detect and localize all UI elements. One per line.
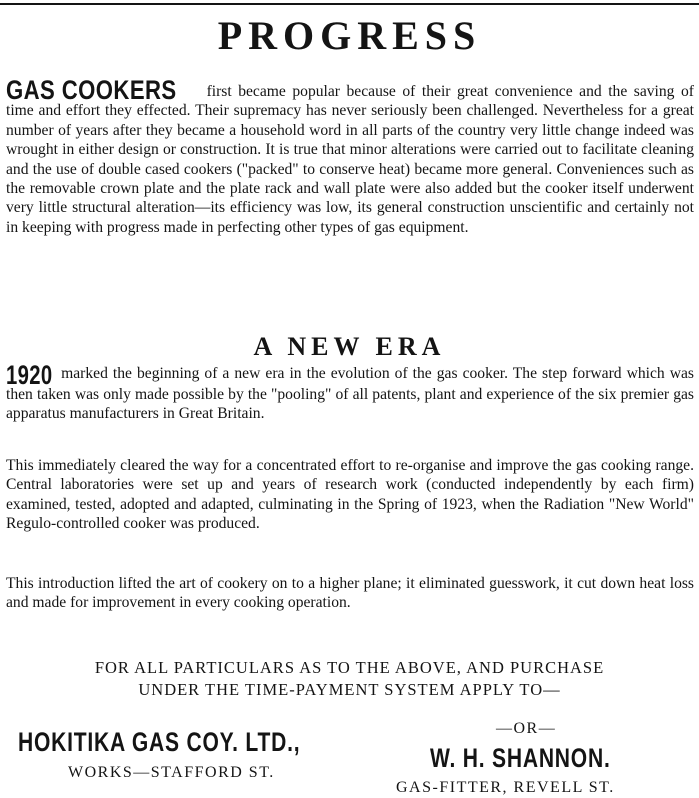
top-rule [0,3,699,5]
section-heading: A NEW ERA [253,332,446,361]
intro-paragraph [6,75,694,237]
era-paragraph [6,360,694,424]
paragraph-3: This introduction lifted the art of cookery on to a higher plane; it eliminated guesswork, it cut down heat loss and made for improvement in every cooking operation. [6,575,694,612]
notice-line-1: FOR ALL PARTICULARS AS TO THE ABOVE, AND PURCHASE [94,658,605,677]
era-lead-year: 1920 [6,360,53,390]
intro-lead-heading: GAS COOKERS [6,75,177,105]
dealer-right-address: GAS-FITTER, REVELL ST. [396,779,615,796]
notice-line-2: UNDER THE TIME-PAYMENT SYSTEM APPLY TO— [138,680,561,699]
paragraph-2: This immediately cleared the way for a concentrated effort to re-organise and improve the gas cooking range. Central laboratories were set up and years of research work (conducted independently by each firm) examined, tested, adopted and adapted, culminating in the Spring of 1923, when the Radiation "New World" Regulo-controlled cooker was produced. [6,457,694,533]
dealer-separator: —OR— [496,720,557,737]
dealer-right-name: W. H. SHANNON. [430,743,611,773]
intro-text: first became popular because of their great convenience and the saving of time and effort they effected. Their supremacy has never seriously been challenged. Nevertheless for a great number of years after they became a household word in all parts of the country very little change indeed was wrought in either design or construction. It is true that minor alterations were carried out to facilitate cleaning and the use of double cased cookers ("packed" to conserve heat) became more general. Conveniences such as the removable crown plate and the plate rack and wall plate were also added but the cooker itself underwent very little structural alteration—its efficiency was low, its general construction unscientific and certainly not in keeping with progress made in perfecting other types of gas equipment. [6,83,694,236]
dealer-left-address: WORKS—STAFFORD ST. [68,764,275,781]
ad-title: PROGRESS [217,13,482,58]
dealer-left-name: HOKITIKA GAS COY. LTD., [18,727,301,757]
era-text: marked the beginning of a new era in the evolution of the gas cooker. The step forward which was then taken was only made possible by the "pooling" of all patents, plant and experience of the six premier gas apparatus manufacturers in Great Britain. [6,365,694,423]
